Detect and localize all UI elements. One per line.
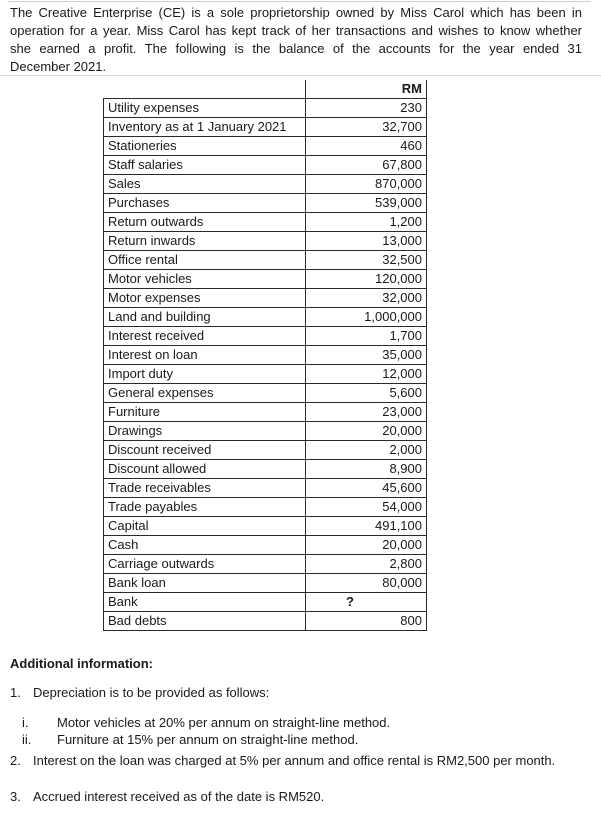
- account-amount: 460: [306, 137, 427, 156]
- account-name: Carriage outwards: [104, 555, 306, 574]
- table-header-blank: [104, 80, 306, 99]
- account-amount: 67,800: [306, 156, 427, 175]
- note-1: [10, 684, 269, 701]
- table-row: [104, 536, 427, 555]
- table-row: [104, 118, 427, 137]
- account-amount: 5,600: [306, 384, 427, 403]
- account-amount: 1,000,000: [306, 308, 427, 327]
- table-row: [104, 175, 427, 194]
- currency-header: RM: [306, 80, 427, 99]
- sub-number: i.: [22, 715, 29, 730]
- note-number: 3.: [10, 789, 21, 804]
- account-amount: 13,000: [306, 232, 427, 251]
- note-2: [10, 752, 555, 769]
- account-name: Stationeries: [104, 137, 306, 156]
- account-amount: 120,000: [306, 270, 427, 289]
- account-name: Utility expenses: [104, 99, 306, 118]
- account-amount: 1,200: [306, 213, 427, 232]
- additional-info-title: Additional information:: [10, 656, 153, 671]
- account-amount: 800: [306, 612, 427, 631]
- account-amount: 32,500: [306, 251, 427, 270]
- account-name: Purchases: [104, 194, 306, 213]
- account-name: Import duty: [104, 365, 306, 384]
- account-name: Discount received: [104, 441, 306, 460]
- account-name: Interest on loan: [104, 346, 306, 365]
- table-row: [104, 441, 427, 460]
- account-amount: ?: [306, 593, 427, 612]
- table-row: [104, 270, 427, 289]
- account-amount: 54,000: [306, 498, 427, 517]
- account-amount: 8,900: [306, 460, 427, 479]
- sub-number: ii.: [22, 732, 32, 747]
- table-row: [104, 99, 427, 118]
- account-amount: 32,000: [306, 289, 427, 308]
- sub-text: Motor vehicles at 20% per annum on straight-line method.: [57, 715, 391, 730]
- account-name: Furniture: [104, 403, 306, 422]
- table-row: [104, 479, 427, 498]
- account-amount: 35,000: [306, 346, 427, 365]
- balances-table: [103, 80, 427, 631]
- account-name: Motor vehicles: [104, 270, 306, 289]
- intro-line: December 2021.: [10, 59, 107, 74]
- account-amount: 539,000: [306, 194, 427, 213]
- table-row: [104, 308, 427, 327]
- intro-line: The Creative Enterprise (CE) is a sole proprietorship owned by Miss Carol which has been in: [10, 5, 582, 20]
- account-name: Office rental: [104, 251, 306, 270]
- table-row: [104, 612, 427, 631]
- note-number: 2.: [10, 753, 21, 768]
- account-name: Sales: [104, 175, 306, 194]
- note-text: Depreciation is to be provided as follows:: [33, 685, 270, 700]
- account-name: Return outwards: [104, 213, 306, 232]
- account-amount: 20,000: [306, 422, 427, 441]
- account-name: Bank: [104, 593, 306, 612]
- table-row: [104, 593, 427, 612]
- divider: [0, 75, 601, 76]
- table-row: [104, 574, 427, 593]
- table-row: [104, 137, 427, 156]
- table-row: [104, 346, 427, 365]
- account-amount: 80,000: [306, 574, 427, 593]
- table-row: [104, 194, 427, 213]
- account-amount: 230: [306, 99, 427, 118]
- table-row: [104, 517, 427, 536]
- account-amount: 1,700: [306, 327, 427, 346]
- table-row: [104, 384, 427, 403]
- account-name: Land and building: [104, 308, 306, 327]
- table-row: [104, 422, 427, 441]
- table-row: [104, 327, 427, 346]
- table-row: [104, 232, 427, 251]
- account-name: Trade payables: [104, 498, 306, 517]
- account-name: General expenses: [104, 384, 306, 403]
- table-row: [104, 365, 427, 384]
- table-row: [104, 555, 427, 574]
- account-name: Motor expenses: [104, 289, 306, 308]
- account-amount: 2,800: [306, 555, 427, 574]
- table-row: [104, 251, 427, 270]
- intro-line: she earned a profit. The following is the balance of the accounts for the year ended 31: [10, 41, 582, 56]
- account-name: Inventory as at 1 January 2021: [104, 118, 306, 137]
- account-amount: 870,000: [306, 175, 427, 194]
- account-name: Bad debts: [104, 612, 306, 631]
- account-name: Drawings: [104, 422, 306, 441]
- account-amount: 23,000: [306, 403, 427, 422]
- table-row: [104, 289, 427, 308]
- table-header-row: [104, 80, 427, 99]
- account-name: Trade receivables: [104, 479, 306, 498]
- account-name: Capital: [104, 517, 306, 536]
- table-row: [104, 213, 427, 232]
- account-amount: 20,000: [306, 536, 427, 555]
- table-row: [104, 460, 427, 479]
- sub-text: Furniture at 15% per annum on straight-line method.: [57, 732, 359, 747]
- note-1-sub-ii: [22, 731, 358, 748]
- top-rule: [8, 1, 591, 2]
- account-amount: 45,600: [306, 479, 427, 498]
- note-text: Interest on the loan was charged at 5% per annum and office rental is RM2,500 per month.: [33, 753, 556, 768]
- account-name: Interest received: [104, 327, 306, 346]
- table-row: [104, 156, 427, 175]
- account-name: Discount allowed: [104, 460, 306, 479]
- account-amount: 12,000: [306, 365, 427, 384]
- note-number: 1.: [10, 685, 21, 700]
- table-row: [104, 498, 427, 517]
- account-amount: 491,100: [306, 517, 427, 536]
- account-amount: 2,000: [306, 441, 427, 460]
- table-row: [104, 403, 427, 422]
- intro-line: operation for a year. Miss Carol has kept track of her transactions and wishes to know whether: [10, 23, 582, 38]
- note-3: [10, 788, 324, 805]
- note-text: Accrued interest received as of the date is RM520.: [33, 789, 325, 804]
- account-name: Return inwards: [104, 232, 306, 251]
- note-1-sub-i: [22, 714, 390, 731]
- account-name: Staff salaries: [104, 156, 306, 175]
- account-amount: 32,700: [306, 118, 427, 137]
- intro-paragraph: [10, 4, 582, 76]
- account-name: Bank loan: [104, 574, 306, 593]
- account-name: Cash: [104, 536, 306, 555]
